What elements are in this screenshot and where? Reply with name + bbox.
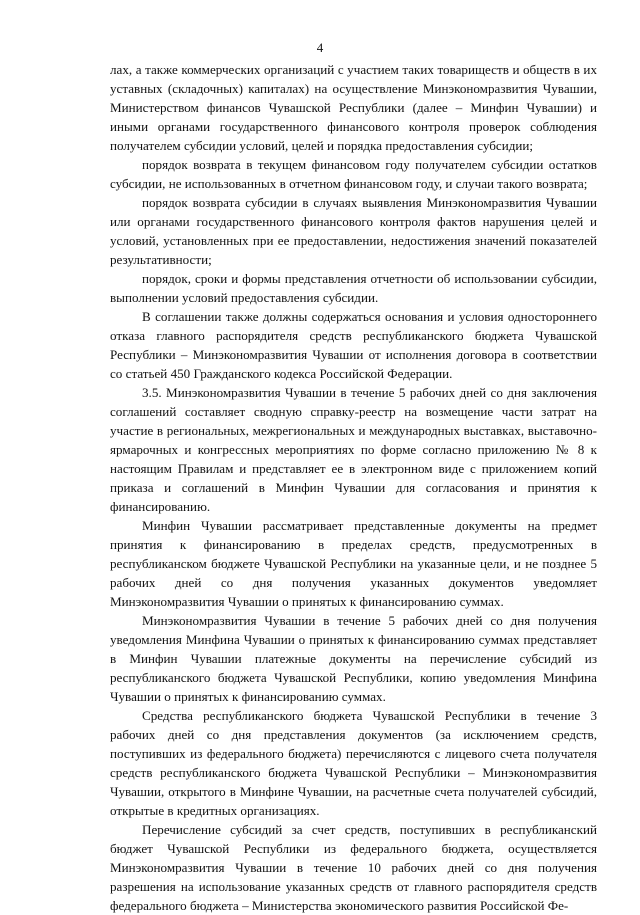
paragraph-refund-remainder: порядок возврата в текущем финансовом году получателем субсидии остатков субсидии, не использованных в отчетном финансовом году, и случаи такого возврата; bbox=[110, 157, 597, 191]
paragraph-refund-violations: порядок возврата субсидии в случаях выявления Минэкономразвития Чувашии или органами государственного финансового контроля фактов нарушения целей и условий, установленных при ее предоставлении, недостижения значений показателей результативности; bbox=[110, 195, 597, 267]
page-number: 4 bbox=[316, 40, 324, 55]
document-body bbox=[110, 60, 597, 915]
paragraph-unilateral-refusal: В соглашении также должны содержаться основания и условия одностороннего отказа главного распорядителя средств республиканского бюджета Чувашской Республики – Минэкономразвития Чувашии от исполнения договора в соответствии со статьей 450 Гражданского кодекса Российской Федерации. bbox=[110, 309, 597, 381]
paragraph-continuation: лах, а также коммерческих организаций с участием таких товариществ и обществ в их уставных (складочных) капиталах) на осуществление Минэкономразвития Чувашии, Министерством финансов Чувашской Республики (далее – Минфин Чувашии) и иными органами государственного финансового контроля проверок соблюдения получателем субсидии условий, целей и порядка предоставления субсидии; bbox=[110, 62, 597, 153]
paragraph-reporting: порядок, сроки и формы представления отчетности об использовании субсидии, выполнении условий предоставления субсидии. bbox=[110, 271, 597, 305]
paragraph-payment-documents: Минэкономразвития Чувашии в течение 5 рабочих дней со дня получения уведомления Минфина Чувашии о принятых к финансированию суммах представляет в Минфин Чувашии платежные документы на перечисление субсидий из республиканского бюджета Чувашской Республики, копию уведомления Минфина Чувашии о принятых к финансированию суммах. bbox=[110, 613, 597, 704]
paragraph-budget-transfer: Средства республиканского бюджета Чувашской Республики в течение 3 рабочих дней со дня представления документов (за исключением средств, поступивших из федерального бюджета) перечисляются с лицевого счета получателя средств республиканского бюджета Чувашской Республики – Минэкономразвития Чувашии, открытого в Минфине Чувашии, на расчетные счета получателей субсидий, открытые в кредитных организациях. bbox=[110, 708, 597, 818]
paragraph-federal-funds: Перечисление субсидий за счет средств, поступивших в республиканский бюджет Чувашской Республики из федерального бюджета, осуществляется Минэкономразвития Чувашии в течение 10 рабочих дней со дня получения разрешения на использование указанных средств от главного распорядителя средств федерального бюджета – Министерства экономического развития Российской Фе- bbox=[110, 822, 597, 913]
paragraph-minfin-review: Минфин Чувашии рассматривает представленные документы на предмет принятия к финансированию в пределах средств, предусмотренных в республиканском бюджете Чувашской Республики на указанные цели, и не позднее 5 рабочих дней со дня получения указанных документов уведомляет Минэкономразвития Чувашии о принятых к финансированию суммах. bbox=[110, 518, 597, 609]
paragraph-section-3-5: 3.5. Минэкономразвития Чувашии в течение 5 рабочих дней со дня заключения соглашений составляет сводную справку-реестр на возмещение части затрат на участие в региональных, межрегиональных и международных выставках, выставочно-ярмарочных и конгрессных мероприятиях по форме согласно приложению № 8 к настоящим Правилам и представляет ее в электронном виде с приложением копий приказа и соглашений в Минфин Чувашии для согласования и принятия к финансированию. bbox=[110, 385, 597, 514]
